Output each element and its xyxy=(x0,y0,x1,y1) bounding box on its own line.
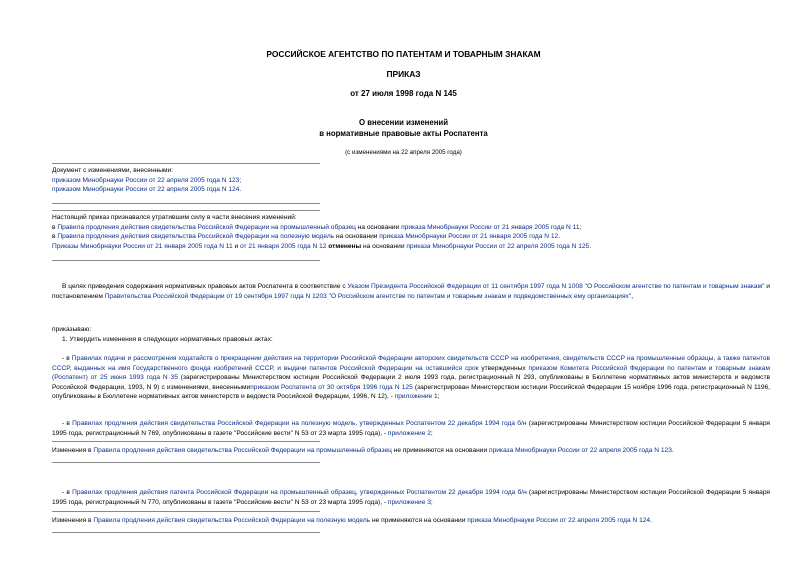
order-rospatent-125-link[interactable]: приказом Роспатента от 30 октября 1996 года N 125 xyxy=(250,383,413,391)
rules-petitions-link[interactable]: Правилах подачи и рассмотрения ходатайств о прекращении действия на территории Российской Федерации авторских свидетельств СССР на изобретения, свидетельств СССР на промышленные образцы, а также патентов СССР, выданных на имя Государственного фонда изобретений СССР, и выдачи патентов Российской Федерации на оставшийся срок xyxy=(52,355,770,372)
order-123-link[interactable]: приказа Минобрнауки России от 22 апреля 2005 года N 123 xyxy=(489,447,672,454)
invalid-line-3: Приказы Минобрнауки России от 21 января 2005 года N 11 и от 21 января 2005 года N 12 отменены на основании приказа Минобрнауки России от 22 апреля 2005 года N 125. xyxy=(52,242,592,250)
order-11-link[interactable]: приказа Минобрнауки России от 21 января 2005 года N 11 xyxy=(401,223,580,231)
order-124-link[interactable]: приказа Минобрнауки России от 22 апреля 2005 года N 124 xyxy=(467,517,651,524)
government-decree-link[interactable]: Правительства Российской Федерации от 19 сентября 1997 года N 1203 "О Российском агентстве по патентам и товарным знакам и подведомственных ему организациях" xyxy=(104,292,632,300)
order-12-link[interactable]: приказа Минобрнауки России от 21 января 2005 года N 12 xyxy=(379,233,559,241)
doc-title-line2: в нормативные правовые акты Роспатента xyxy=(319,128,488,138)
divider xyxy=(52,511,320,512)
item-appendix-1: - в Правилах подачи и рассмотрения ходатайств о прекращении действия на территории Российской Федерации авторских свидетельств СССР на изобретения, свидетельств СССР на промышленные образцы, а также патентов СССР, выданных на имя Государственного фонда изобретений СССР, и выдачи патентов Российской Федерации на оставшийся срок утвержденных приказом Комитета Российской Федерации по патентам и товарным знакам (Роспатент) от 25 июня 1993 года N 35 (зарегистрированы Министерством юстиции Российской Федерации 2 июля 1993 года, регистрационный N 293, опубликованы в Бюллетене нормативных актов министерств и ведомств Российской Федерации, 1993, N 9) с изменениями, внесеннымиприказом Роспатента от 30 октября 1996 года N 125 (зарегистрирован Министерством юстиции Российской Федерации 15 ноября 1996 года, регистрационный N 1196, опубликованы в Бюллетене нормативных актов министерств и ведомств Российской Федерации, 1996, N 12), - приложение 1; xyxy=(52,355,770,401)
item-appendix-3: - в Правилах продления действия патента Российской Федерации на промышленный образец, утвержденных Роспатентом 22 декабря 1994 года б/н (зарегистрированы Министерством юстиции Российской Федерации 5 января 1995 года, регистрационный N 770, опубликованы в газете "Российские вести" N 53 от 23 марта 1995 года), - приложение 3; xyxy=(52,489,770,506)
doc-title-line1: О внесении изменений xyxy=(358,118,449,127)
divider xyxy=(52,203,320,204)
divider xyxy=(52,441,320,442)
divider xyxy=(52,532,320,533)
revision-note: (с изменениями на 22 апреля 2005 года) xyxy=(345,149,462,156)
rules-patent-renewal-link[interactable]: Правилах продления действия патента Российской Федерации на промышленный образец, утвержденных Роспатентом 22 декабря 1994 года б/н xyxy=(72,489,527,496)
divider xyxy=(52,260,320,261)
rules-utility-model-link[interactable]: Правила продления действия свидетельства Российской Федерации на полезную модель xyxy=(57,233,335,241)
divider xyxy=(52,163,320,164)
changes-intro: Документ с изменениями, внесенными: xyxy=(52,167,174,174)
change-link-123[interactable]: приказом Минобрнауки России от 22 апреля 2005 года N 123; xyxy=(52,176,242,184)
doc-type: ПРИКАЗ xyxy=(386,69,421,79)
appendix-3-link[interactable]: приложение 3 xyxy=(387,498,431,506)
note-not-applied-123: Изменения в Правила продления действия свидетельства Российской Федерации на промышленный образец не применяются на основании приказа Минобрнауки России от 22 апреля 2005 года N 123. xyxy=(52,447,674,454)
order-word: приказываю: xyxy=(52,326,92,333)
preamble-paragraph: В целях приведения содержания нормативных правовых актов Роспатента в соответствие с Указом Президента Российской Федерации от 11 сентября 1997 года N 1008 "О Российском агентстве по патентам и товарным знакам" и постановлением Правительства Российской Федерации от 19 сентября 1997 года N 1203 "О Российском агентстве по патентам и товарным знакам и подведомственных ему организациях", xyxy=(52,283,770,300)
changes-box xyxy=(52,166,772,195)
doc-date: от 27 июля 1998 года N 145 xyxy=(350,89,457,98)
invalid-intro: Настоящий приказ признавался утратившим силу в части внесения изменений: xyxy=(52,214,297,221)
orders-12-link[interactable]: от 21 января 2005 года N 12 xyxy=(240,242,327,250)
rules-industrial-design-link[interactable]: Правила продления действия свидетельства Российской Федерации на промышленный образец xyxy=(57,223,356,231)
divider xyxy=(52,210,320,211)
presidential-decree-link[interactable]: Указом Президента Российской Федерации от 11 сентября 1997 года N 1008 "О Российском агентстве по патентам и товарным знакам" xyxy=(347,283,765,290)
order-125-link[interactable]: приказа Минобрнауки России от 22 апреля 2005 года N 125 xyxy=(406,242,590,250)
invalid-line-2: в Правила продления действия свидетельства Российской Федерации на полезную модель на основании приказа Минобрнауки России от 21 января 2005 года N 12. xyxy=(52,233,561,241)
invalidation-box xyxy=(52,213,772,251)
appendix-2-link[interactable]: приложение 2 xyxy=(387,429,431,437)
point-1: 1. Утвердить изменения в следующих нормативных правовых актах: xyxy=(62,336,273,343)
item-appendix-2: - в Правилах продления действия свидетельства Российской Федерации на полезную модель, утвержденных Роспатентом 22 декабря 1994 года б/н (зарегистрированы Министерством юстиции Российской Федерации 5 января 1995 года, регистрационный N 769, опубликованы в газете "Российские вести" N 53 от 23 марта 1995 года), - приложение 2; xyxy=(52,420,770,437)
rules-industrial-design-renewal-link[interactable]: Правила продления действия свидетельства Российской Федерации на промышленный образец xyxy=(93,447,392,454)
agency-title: РОССИЙСКОЕ АГЕНТСТВО ПО ПАТЕНТАМ И ТОВАРНЫМ ЗНАКАМ xyxy=(266,49,541,59)
rules-utility-model-renewal-link[interactable]: Правилах продления действия свидетельства Российской Федерации на полезную модель, утвержденных Роспатентом 22 декабря 1994 года б/н xyxy=(72,420,527,427)
order-35-link[interactable]: приказом Комитета Российской Федерации по патентам и товарным знакам (Роспатент) от 25 июня 1993 года N 35 xyxy=(52,364,770,382)
invalid-line-1: в Правила продления действия свидетельства Российской Федерации на промышленный образец на основании приказа Минобрнауки России от 21 января 2005 года N 11; xyxy=(52,223,582,231)
appendix-1-link[interactable]: приложение 1 xyxy=(394,393,438,401)
orders-11-link[interactable]: Приказы Минобрнауки России от 21 января 2005 года N 11 xyxy=(52,242,233,250)
note-not-applied-124: Изменения в Правила продления действия свидетельства Российской Федерации на полезную модель не применяются на основании приказа Минобрнауки России от 22 апреля 2005 года N 124. xyxy=(52,517,652,524)
change-link-124[interactable]: приказом Минобрнауки России от 22 апреля 2005 года N 124. xyxy=(52,186,242,194)
divider xyxy=(52,462,320,463)
rules-utility-model-certificate-link[interactable]: Правила продления действия свидетельства Российской Федерации на полезную модель xyxy=(93,517,371,524)
doc-title xyxy=(0,118,807,139)
